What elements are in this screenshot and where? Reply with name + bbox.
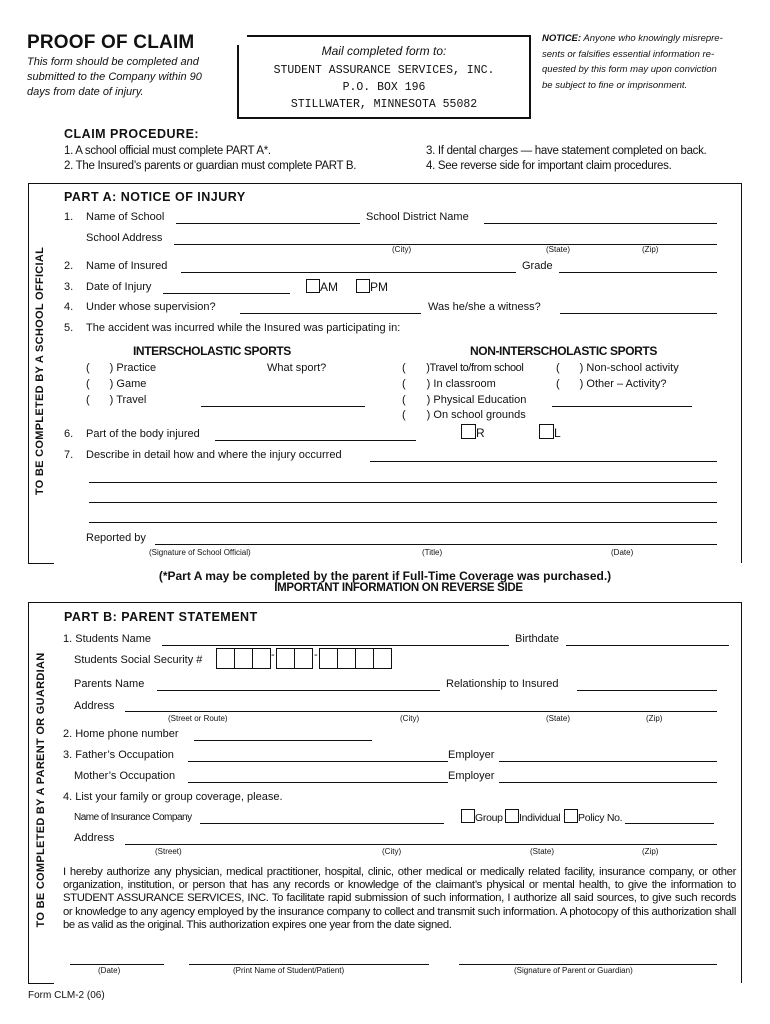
street-caption: (Street) — [155, 847, 182, 856]
parents-name-label: Parents Name — [74, 678, 145, 690]
school-district-label: School District Name — [366, 211, 469, 223]
zip-caption: (Zip) — [642, 245, 659, 254]
insurance-company-label: Name of Insurance Company — [74, 812, 192, 823]
page-title: PROOF OF CLAIM — [27, 32, 195, 53]
parents-name-field[interactable] — [157, 690, 440, 691]
zip-caption: (Zip) — [646, 714, 663, 723]
pm-checkbox[interactable]: PM — [356, 279, 388, 294]
zip-caption: (Zip) — [642, 847, 659, 856]
city-caption: (City) — [382, 847, 402, 856]
state-caption: (State) — [546, 714, 571, 723]
checkbox-icon — [306, 279, 320, 293]
part-a-heading: PART A: NOTICE OF INJURY — [64, 190, 246, 204]
body-part-label: Part of the body injured — [86, 428, 200, 440]
checkbox-icon — [356, 279, 370, 293]
group-checkbox[interactable]: Group — [461, 809, 503, 824]
procedure-item-4: 4. See reverse side for important claim procedures. — [426, 160, 672, 172]
item-number: 4. — [64, 301, 74, 313]
title-caption: (Title) — [422, 548, 443, 557]
grade-field[interactable] — [559, 272, 717, 273]
city-caption: (City) — [392, 245, 412, 254]
part-b-heading: PART B: PARENT STATEMENT — [64, 610, 258, 624]
supervision-field[interactable] — [240, 313, 421, 314]
non-interscholastic-heading: NON-INTERSCHOLASTIC SPORTS — [470, 344, 657, 358]
describe-line[interactable] — [89, 522, 717, 523]
notice-text: NOTICE: Anyone who knowingly misrepre- sents or falsifies essential information re- quested by this form may upon conviction be subject to fine or imprisonment. — [542, 33, 723, 91]
option-on-school-grounds[interactable]: ( ) On school grounds — [402, 409, 526, 421]
option-in-classroom[interactable]: ( ) In classroom — [402, 378, 496, 390]
address-field[interactable] — [125, 711, 717, 712]
witness-field[interactable] — [560, 313, 717, 314]
insurance-address-label: Address — [74, 832, 115, 844]
insurance-address-field[interactable] — [125, 844, 717, 845]
describe-label: Describe in detail how and where the injury occurred — [86, 449, 342, 461]
school-address-label: School Address — [86, 232, 163, 244]
other-activity-field[interactable] — [552, 406, 692, 407]
am-checkbox[interactable]: AM — [306, 279, 338, 294]
birthdate-label: Birthdate — [515, 633, 560, 645]
mother-occupation-field[interactable] — [188, 782, 448, 783]
relationship-field[interactable] — [577, 690, 717, 691]
parent-signature-caption: (Signature of Parent or Guardian) — [514, 966, 633, 975]
print-name-field[interactable] — [189, 964, 429, 965]
item-number: 7. — [64, 449, 74, 461]
mother-occupation-label: Mother’s Occupation — [74, 770, 176, 782]
signature-caption: (Signature of School Official) — [149, 548, 251, 557]
checkbox-icon — [461, 809, 475, 823]
item-number: 5. — [64, 322, 74, 334]
school-address-field[interactable] — [174, 244, 717, 245]
parent-signature-field[interactable] — [459, 964, 717, 965]
procedure-item-3: 3. If dental charges — have statement completed on back. — [426, 145, 707, 157]
students-name-field[interactable] — [162, 645, 509, 646]
option-game[interactable]: ( ) Game — [86, 378, 147, 390]
name-of-school-field[interactable] — [176, 223, 360, 224]
part-a-side-label: TO BE COMPLETED BY A SCHOOL OFFICIAL — [34, 246, 46, 496]
home-phone-field[interactable] — [194, 740, 372, 741]
mother-employer-field[interactable] — [499, 782, 717, 783]
option-travel[interactable]: ( ) Travel — [86, 394, 147, 406]
date-caption: (Date) — [611, 548, 634, 557]
date-signed-field[interactable] — [70, 964, 164, 965]
date-of-injury-label: Date of Injury — [86, 281, 152, 293]
body-part-field[interactable] — [215, 440, 416, 441]
item-number: 1. — [64, 211, 74, 223]
print-name-caption: (Print Name of Student/Patient) — [233, 966, 345, 975]
option-practice[interactable]: ( ) Practice — [86, 362, 157, 374]
option-non-school-activity[interactable]: ( ) Non-school activity — [556, 362, 679, 374]
father-occupation-field[interactable] — [188, 761, 448, 762]
left-checkbox[interactable]: L — [539, 424, 561, 440]
claim-procedure-heading: CLAIM PROCEDURE: — [64, 127, 200, 141]
what-sport-field[interactable] — [201, 406, 365, 407]
describe-field[interactable] — [370, 461, 717, 462]
insurance-company-field[interactable] — [200, 823, 444, 824]
submission-instructions: This form should be completed and submitted to the Company within 90 days from date of injury. — [27, 56, 202, 98]
street-caption: (Street or Route) — [168, 714, 228, 723]
part-a-note: (*Part A may be completed by the parent if Full-Time Coverage was purchased.) — [158, 569, 612, 583]
item-number: 3. — [64, 281, 74, 293]
item-number: 2. — [64, 260, 74, 272]
procedure-item-1: 1. A school official must complete PART A*. — [64, 145, 271, 157]
students-name-label: 1. Students Name — [63, 633, 152, 645]
relationship-label: Relationship to Insured — [446, 678, 559, 690]
supervision-label: Under whose supervision? — [86, 301, 216, 313]
mail-label: Mail completed form to: — [321, 44, 447, 58]
checkbox-icon — [539, 424, 554, 439]
authorization-text: I hereby authorize any physician, medical practitioner, hospital, clinic, other medical or medically related facility, insurance company, or other organization, institution, or person that has any records or knowledge of the claimant’s physical or mental health, to give the information to STUDENT ASSURANCE SERVICES, INC. To facilitate rapid submission of such information, I authorize all said sources, to give such records or knowledge to any agency employed by the insurance company to collect and transmit such information. A photocopy of this authorization shall be as valid as the original. This authorization expires one year from the date signed. — [63, 866, 736, 931]
name-of-insured-label: Name of Insured — [86, 260, 168, 272]
witness-label: Was he/she a witness? — [428, 301, 541, 313]
father-employer-label: Employer — [448, 749, 495, 761]
checkbox-icon — [564, 809, 578, 823]
state-caption: (State) — [546, 245, 571, 254]
describe-line[interactable] — [89, 482, 717, 483]
mother-employer-label: Employer — [448, 770, 495, 782]
date-of-injury-field[interactable] — [163, 293, 290, 294]
mail-address: STUDENT ASSURANCE SERVICES, INC. P.O. BOX 196 STILLWATER, MINNESOTA 55082 — [273, 64, 495, 111]
individual-checkbox[interactable]: Individual — [505, 809, 560, 824]
checkbox-icon — [461, 424, 476, 439]
school-district-field[interactable] — [484, 223, 717, 224]
date-caption: (Date) — [98, 966, 121, 975]
describe-line[interactable] — [89, 502, 717, 503]
procedure-item-2: 2. The Insured’s parents or guardian must complete PART B. — [64, 160, 357, 172]
father-employer-field[interactable] — [499, 761, 717, 762]
what-sport-label: What sport? — [267, 362, 327, 374]
father-occupation-label: 3. Father’s Occupation — [63, 749, 174, 761]
right-checkbox[interactable]: R — [461, 424, 485, 440]
item-number: 6. — [64, 428, 74, 440]
policy-no-field[interactable] — [625, 823, 714, 824]
ssn-label: Students Social Security # — [74, 654, 203, 666]
participating-label: The accident was incurred while the Insured was participating in: — [86, 322, 401, 334]
option-physical-education[interactable]: ( ) Physical Education — [402, 394, 527, 406]
policy-no-checkbox[interactable]: Policy No. — [564, 809, 622, 824]
home-phone-label: 2. Home phone number — [63, 728, 179, 740]
part-b-side-label: TO BE COMPLETED BY A PARENT OR GUARDIAN — [35, 652, 47, 928]
option-travel-school[interactable]: ( )Travel to/from school — [402, 362, 524, 374]
grade-label: Grade — [522, 260, 553, 272]
address-label: Address — [74, 700, 115, 712]
name-of-school-label: Name of School — [86, 211, 165, 223]
option-other-activity[interactable]: ( ) Other – Activity? — [556, 378, 667, 390]
interscholastic-heading: INTERSCHOLASTIC SPORTS — [133, 344, 291, 358]
important-info-note: IMPORTANT INFORMATION ON REVERSE SIDE — [274, 582, 523, 594]
checkbox-icon — [505, 809, 519, 823]
family-coverage-label: 4. List your family or group coverage, please. — [63, 791, 283, 803]
city-caption: (City) — [400, 714, 420, 723]
state-caption: (State) — [530, 847, 555, 856]
reported-by-field[interactable] — [155, 544, 717, 545]
birthdate-field[interactable] — [566, 645, 729, 646]
name-of-insured-field[interactable] — [181, 272, 516, 273]
reported-by-label: Reported by — [86, 532, 146, 544]
form-id: Form CLM-2 (06) — [28, 990, 105, 1001]
